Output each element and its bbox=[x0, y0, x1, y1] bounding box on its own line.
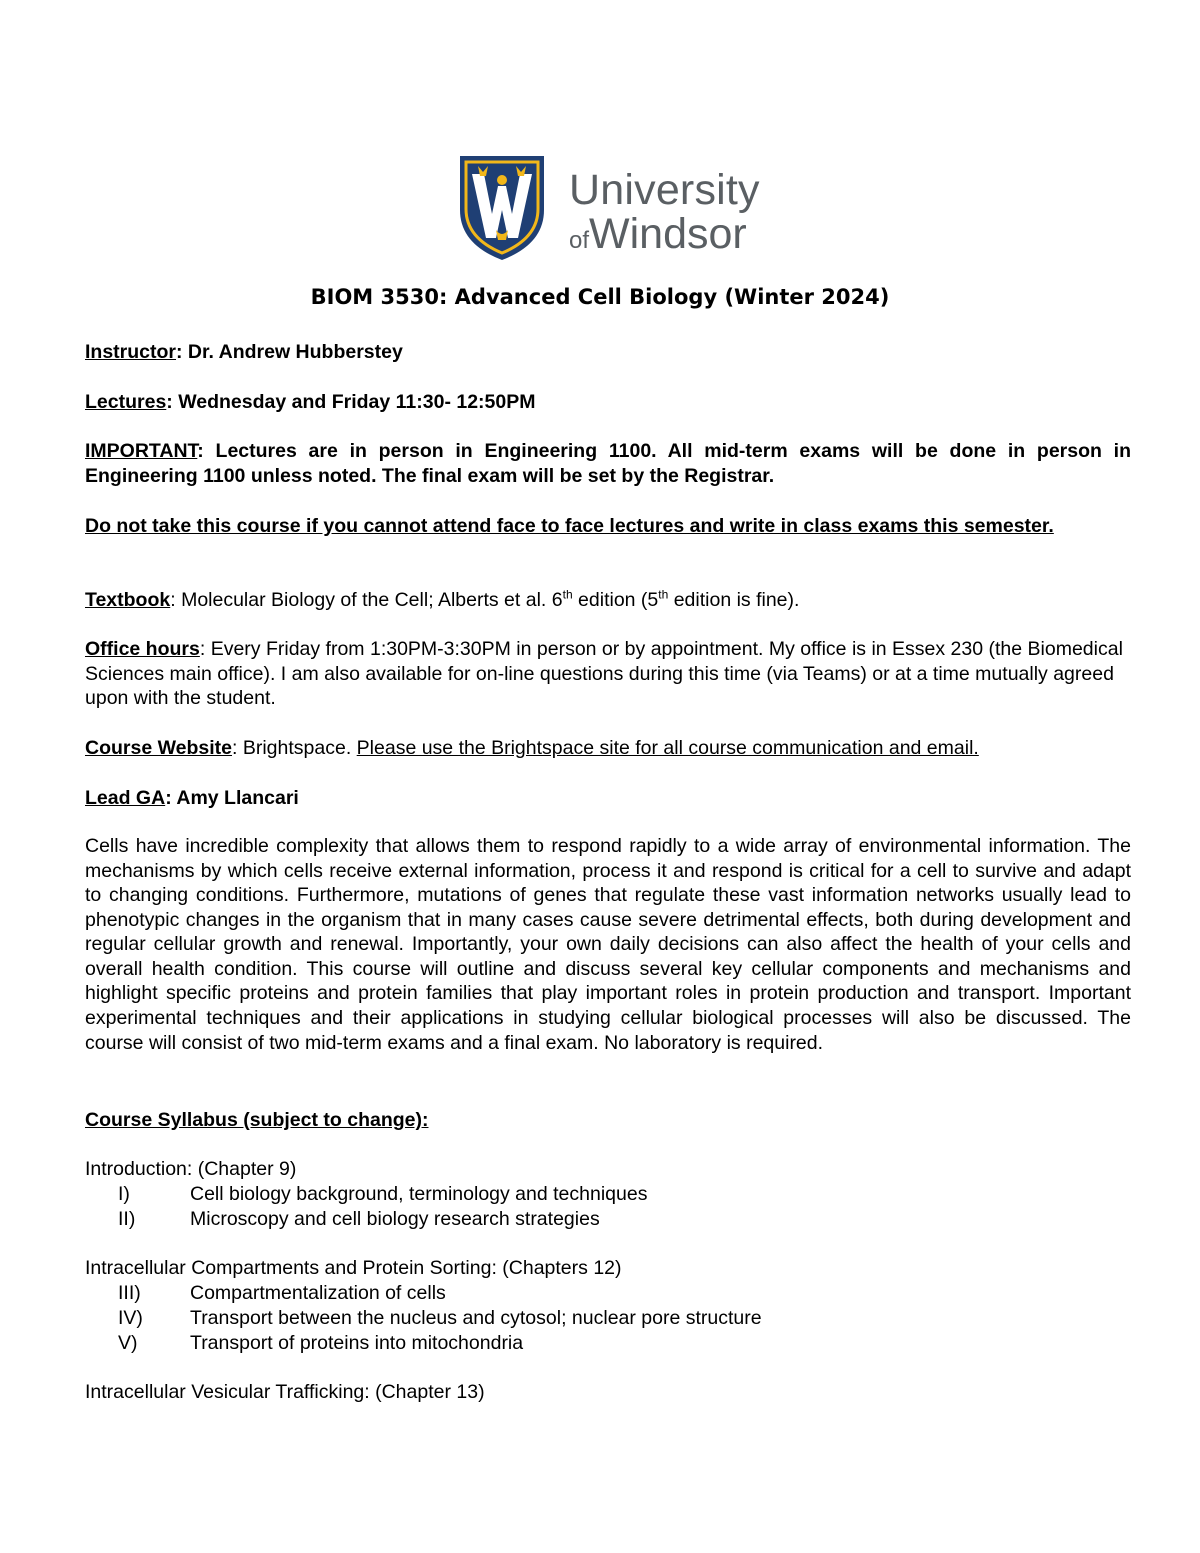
syllabus-item bbox=[118, 1281, 1118, 1306]
syllabus-item-text: Transport between the nucleus and cytosol; nuclear pore structure bbox=[190, 1307, 762, 1329]
syllabus-item-number: V) bbox=[118, 1332, 138, 1354]
syllabus-heading: Course Syllabus (subject to change): bbox=[85, 1109, 429, 1131]
office-hours-paragraph bbox=[85, 637, 1131, 711]
attendance-warning: Do not take this course if you cannot attend face to face lectures and write in class exams this semester. bbox=[85, 515, 1054, 537]
lectures-label: Lectures bbox=[85, 391, 167, 413]
syllabus-item-number: I) bbox=[118, 1183, 130, 1205]
textbook-sup-2: th bbox=[658, 587, 669, 602]
important-text: : Lectures are in person in Engineering 1100. All mid-term exams will be done in person in Engineering 1100 unless noted. The final exam will be set by the Registrar. bbox=[85, 440, 1131, 487]
logo-windsor: Windsor bbox=[589, 210, 747, 258]
course-website-note: Please use the Brightspace site for all course communication and email. bbox=[356, 737, 979, 759]
important-notice bbox=[85, 439, 1131, 488]
syllabus-section-title: Intracellular Compartments and Protein Sorting: (Chapters 12) bbox=[85, 1257, 622, 1279]
syllabus-item-number: II) bbox=[118, 1208, 136, 1230]
textbook-text-1: : Molecular Biology of the Cell; Alberts et al. 6 bbox=[170, 589, 563, 611]
textbook-text-2: edition (5 bbox=[572, 589, 659, 611]
lead-ga-label: Lead GA bbox=[85, 787, 166, 809]
syllabus-item-number: III) bbox=[118, 1282, 141, 1304]
syllabus-item bbox=[118, 1207, 1118, 1232]
lectures-value: : Wednesday and Friday 11:30- 12:50PM bbox=[166, 391, 536, 413]
syllabus-item-number: IV) bbox=[118, 1307, 143, 1329]
office-hours-label: Office hours bbox=[85, 638, 200, 660]
course-description: Cells have incredible complexity that allows them to respond rapidly to a wide array of environmental information. The mechanisms by which cells receive external information, process it and respond is critical for a cell to survive and adapt to changing conditions. Furthermore, mutations of genes that regulate these vast information networks usually lead to phenotypic changes in the organism that in many cases cause severe detrimental effects, both during development and regular cellular growth and renewal. Importantly, your own daily decisions can also affect the health of your cells and overall health condition. This course will outline and discuss several key cellular components and mechanisms and highlight specific proteins and protein families that play important roles in protein production and transport. Important experimental techniques and their applications in studying cellular biological processes will also be discussed. The course will consist of two mid-term exams and a final exam. No laboratory is required. bbox=[85, 835, 1131, 1054]
syllabus-section-title: Intracellular Vesicular Trafficking: (Chapter 13) bbox=[85, 1381, 485, 1403]
course-website-label: Course Website bbox=[85, 737, 233, 759]
course-website-value: : Brightspace. bbox=[232, 737, 357, 759]
crest-shield-icon bbox=[456, 152, 548, 262]
instructor-line bbox=[85, 340, 1131, 365]
instructor-value: : Dr. Andrew Hubberstey bbox=[176, 341, 403, 363]
textbook-text-3: edition is fine). bbox=[668, 589, 800, 611]
syllabus-item bbox=[118, 1331, 1118, 1356]
course-website-line bbox=[85, 736, 1131, 761]
syllabus-item bbox=[118, 1306, 1118, 1331]
lead-ga-value: : Amy Llancari bbox=[165, 787, 299, 809]
syllabus-item bbox=[118, 1182, 1118, 1207]
course-title: BIOM 3530: Advanced Cell Biology (Winter 2024) bbox=[310, 285, 890, 309]
logo-wordmark bbox=[569, 168, 760, 263]
textbook-label: Textbook bbox=[85, 589, 171, 611]
syllabus-section-title: Introduction: (Chapter 9) bbox=[85, 1158, 297, 1180]
syllabus-item-text: Compartmentalization of cells bbox=[190, 1282, 446, 1304]
logo-of: of bbox=[569, 227, 590, 254]
logo-line-university: University bbox=[569, 166, 760, 214]
lead-ga-line bbox=[85, 786, 1131, 811]
important-label: IMPORTANT bbox=[85, 440, 198, 462]
syllabus-item-text: Microscopy and cell biology research strategies bbox=[190, 1208, 600, 1230]
syllabus-item-text: Transport of proteins into mitochondria bbox=[190, 1332, 524, 1354]
lectures-line bbox=[85, 390, 1131, 415]
logo-line-windsor bbox=[569, 212, 760, 263]
office-hours-text: : Every Friday from 1:30PM-3:30PM in person or by appointment. My office is in Essex 230 (the Biomedical Sciences main office). I am also available for on-line questions during this time (via Teams) or at a time mutually agreed upon with the student. bbox=[85, 638, 1123, 710]
university-logo bbox=[456, 152, 760, 262]
textbook-line bbox=[85, 588, 1131, 613]
instructor-label: Instructor bbox=[85, 341, 177, 363]
syllabus-item-text: Cell biology background, terminology and techniques bbox=[190, 1183, 648, 1205]
textbook-sup-1: th bbox=[562, 587, 573, 602]
